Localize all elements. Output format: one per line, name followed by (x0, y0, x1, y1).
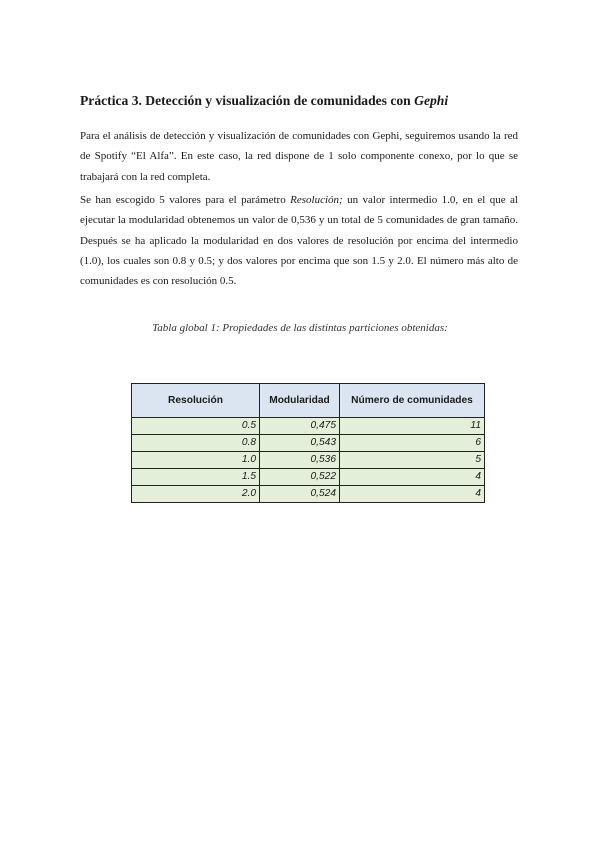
method-text-end: un valor intermedio 1.0, en el que al ejecutar la modularidad obtenemos un valor de 0,536 y un total de 5 comunidades de gran tamaño. Después se ha aplicado la modularidad en dos valores de resolución por encima del intermedio (1.0), los cuales son 0.8 y 0.5; y dos valores por encima que son 1.5 y 2.0. El número más alto de comunidades es con resolución 0.5. (80, 194, 518, 288)
table-row (132, 486, 485, 503)
header-resolucion: Resolución (132, 384, 260, 418)
cell-modularidad: 0,536 (260, 452, 340, 469)
section-heading (80, 93, 448, 109)
cell-modularidad: 0,522 (260, 469, 340, 486)
heading-text: Práctica 3. Detección y visualización de comunidades con (80, 93, 415, 108)
method-paragraph (80, 190, 518, 291)
cell-resolucion: 1.5 (132, 469, 260, 486)
table-row (132, 435, 485, 452)
table-row (132, 452, 485, 469)
cell-comunidades: 4 (340, 486, 485, 503)
cell-resolucion: 1.0 (132, 452, 260, 469)
cell-resolucion: 2.0 (132, 486, 260, 503)
cell-modularidad: 0,524 (260, 486, 340, 503)
cell-comunidades: 4 (340, 469, 485, 486)
header-numero-comunidades: Número de comunidades (340, 384, 485, 418)
heading-italic-text: Gephi (414, 93, 449, 108)
header-modularidad: Modularidad (260, 384, 340, 418)
cell-comunidades: 6 (340, 435, 485, 452)
table-row (132, 418, 485, 435)
cell-comunidades: 5 (340, 452, 485, 469)
method-text-start: Se han escogido 5 valores para el parámetro (80, 194, 291, 206)
table-header-row (132, 384, 485, 418)
intro-paragraph: Para el análisis de detección y visualización de comunidades con Gephi, seguiremos usando la red de Spotify “El Alfa”. En este caso, la red dispone de 1 solo componente conexo, por lo que se trabajará con la red completa. (80, 130, 518, 183)
partitions-table (131, 383, 485, 503)
cell-resolucion: 0.5 (132, 418, 260, 435)
cell-resolucion: 0.8 (132, 435, 260, 452)
table-caption: Tabla global 1: Propiedades de las distintas particiones obtenidas: (152, 322, 448, 334)
method-parameter-name: Resolución; (290, 194, 343, 206)
cell-comunidades: 11 (340, 418, 485, 435)
cell-modularidad: 0,543 (260, 435, 340, 452)
table-row (132, 469, 485, 486)
cell-modularidad: 0,475 (260, 418, 340, 435)
